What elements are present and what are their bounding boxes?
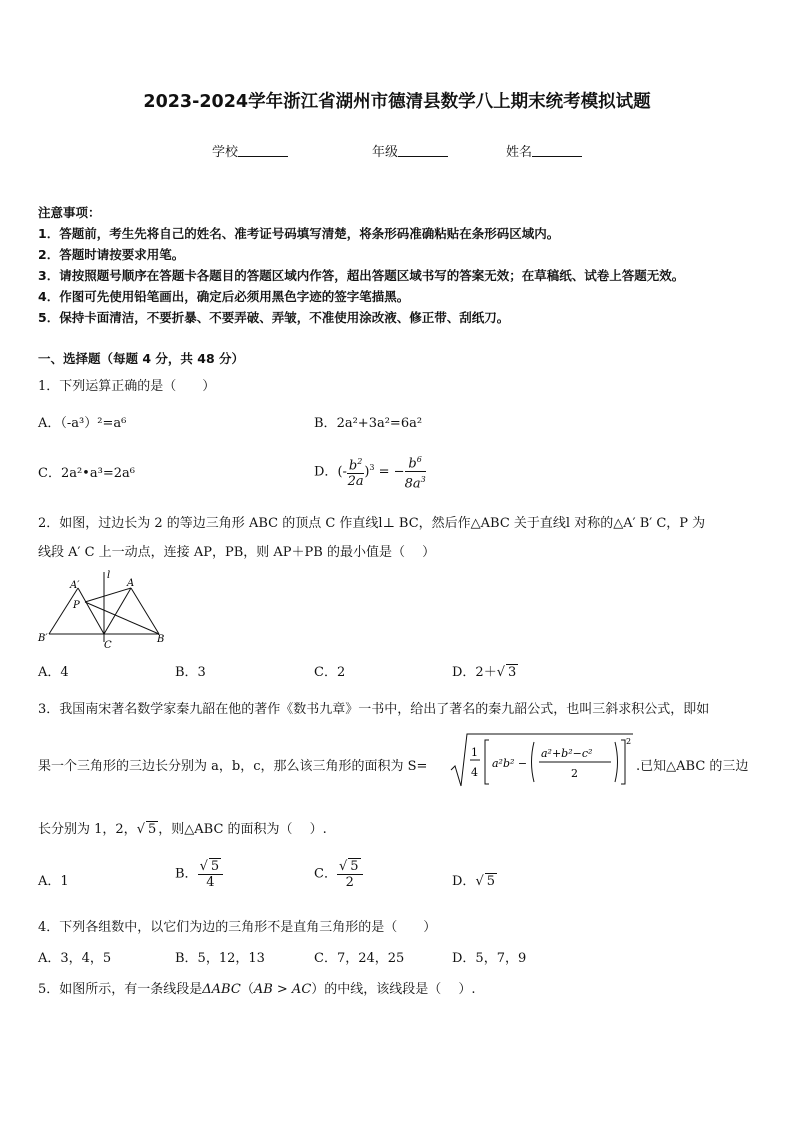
note-item: 2．答题时请按要求用笔。 <box>38 247 185 262</box>
note-item: 5．保持卡面清洁，不要折暴、不要弄破、弄皱，不准使用涂改液、修正带、刮纸刀。 <box>38 310 510 325</box>
side-ab <box>131 588 159 634</box>
note-item: 1．答题前，考生先将自己的姓名、准考证号码填写清楚，将条形码准确粘贴在条形码区域内。 <box>38 226 560 241</box>
note-item: 4．作图可先使用铅笔画出，确定后必须用黑色字迹的签字笔描黑。 <box>38 289 410 304</box>
q5-stem: 5．如图所示，有一条线段是ΔABC（AB > AC）的中线，该线段是（ ）. <box>38 982 476 997</box>
label-a1: A′ <box>70 580 80 591</box>
label-b: B <box>157 634 165 645</box>
name-field <box>506 141 582 160</box>
q2-option-a: A．4 <box>38 665 69 680</box>
q3-option-b: B． $\frac{√ 5}{4}$ <box>175 858 223 890</box>
outer-exponent: 2 <box>626 737 632 746</box>
name-blank <box>532 144 582 157</box>
q2-line1: 2．如图，过边长为 2 的等边三角形 ABC 的顶点 C 作直线l⊥ BC，然后作△ABC 关于直线l 对称的△A′ B′ C，P 为 <box>38 516 706 531</box>
q3-line2-pre: 果一个三角形的三边长分别为 a，b，c，那么该三角形的面积为 S= <box>38 759 428 774</box>
q3-option-d: D．√ 5 <box>452 874 496 889</box>
label-a: A <box>127 578 135 589</box>
school-label: 学校 <box>212 145 239 160</box>
q1-option-b: B．2a²+3a²=6a² <box>314 416 423 431</box>
q4-option-d: D．5，7，9 <box>452 951 527 966</box>
q2-option-c: C．2 <box>314 665 346 680</box>
left-bracket <box>485 740 489 784</box>
num-1: 1 <box>471 746 478 759</box>
q2-figure <box>36 568 176 654</box>
left-paren <box>532 742 535 782</box>
q4-stem: 4．下列各组数中，以它们为边的三角形不是直角三角形的是（ ） <box>38 920 437 935</box>
grade-field <box>372 141 448 160</box>
q3-option-c: C． $\frac{√ 5}{2}$ <box>314 858 363 890</box>
a2b2-term: a²b² − <box>492 757 528 770</box>
name-label: 姓名 <box>506 145 533 160</box>
q2-option-d: D．2＋√ 3 <box>452 665 517 680</box>
label-l: l <box>107 570 111 581</box>
q2-line2: 线段 A′ C 上一动点，连接 AP，PB，则 AP＋PB 的最小值是（ ） <box>38 545 436 560</box>
side-b1a1 <box>49 588 78 634</box>
section-heading: 一、选择题（每题 4 分，共 48 分） <box>38 351 245 366</box>
q4-option-c: C．7，24，25 <box>314 951 405 966</box>
q1-option-c: C．2a²•a³=2a⁶ <box>38 466 135 481</box>
q4-option-b: B．5，12，13 <box>175 951 265 966</box>
grade-blank <box>398 144 448 157</box>
q1-option-a: A．（-a³）²=a⁶ <box>38 416 127 431</box>
label-p: P <box>73 600 80 611</box>
right-paren <box>615 742 618 782</box>
q3-line1: 3．我国南宋著名数学家秦九韶在他的著作《数书九章》一书中，给出了著名的秦九韶公式，也叫三斜求积公式，即如 <box>38 702 710 717</box>
label-c: C <box>104 640 112 651</box>
den-4: 4 <box>471 766 478 779</box>
grade-label: 年级 <box>372 145 399 160</box>
note-item: 3．请按照题号顺序在答题卡各题目的答题区域内作答，超出答题区域书写的答案无效；在草稿纸、试卷上答题无效。 <box>38 268 685 283</box>
q4-option-a: A．3，4，5 <box>38 951 112 966</box>
heron-formula <box>449 730 635 790</box>
right-bracket <box>621 740 625 784</box>
school-blank <box>238 144 288 157</box>
side-a1c <box>78 588 104 634</box>
q3-line2-post: .已知△ABC 的三边 <box>636 759 749 774</box>
q1-option-d: D．(- $\frac{b^2}{2a}$ )$^3$ = − $\frac{b^6}{8a^3}$ <box>314 452 426 492</box>
q1-stem: 1．下列运算正确的是（ ） <box>38 379 216 394</box>
q2-option-b: B．3 <box>175 665 206 680</box>
segment-pb <box>85 602 159 634</box>
q3-option-a: A．1 <box>38 874 69 889</box>
school-field <box>212 141 288 160</box>
page-title: 2023-2024学年浙江省湖州市德清县数学八上期末统考模拟试题 <box>143 92 651 112</box>
q3-line3: 长分别为 1，2，√ 5 ，则△ABC 的面积为（ ）. <box>38 822 327 837</box>
label-b1: B′ <box>38 633 48 644</box>
inner-numerator: a²+b²−c² <box>541 747 593 760</box>
notes-heading: 注意事项： <box>38 205 101 220</box>
inner-denominator: 2 <box>571 767 578 780</box>
